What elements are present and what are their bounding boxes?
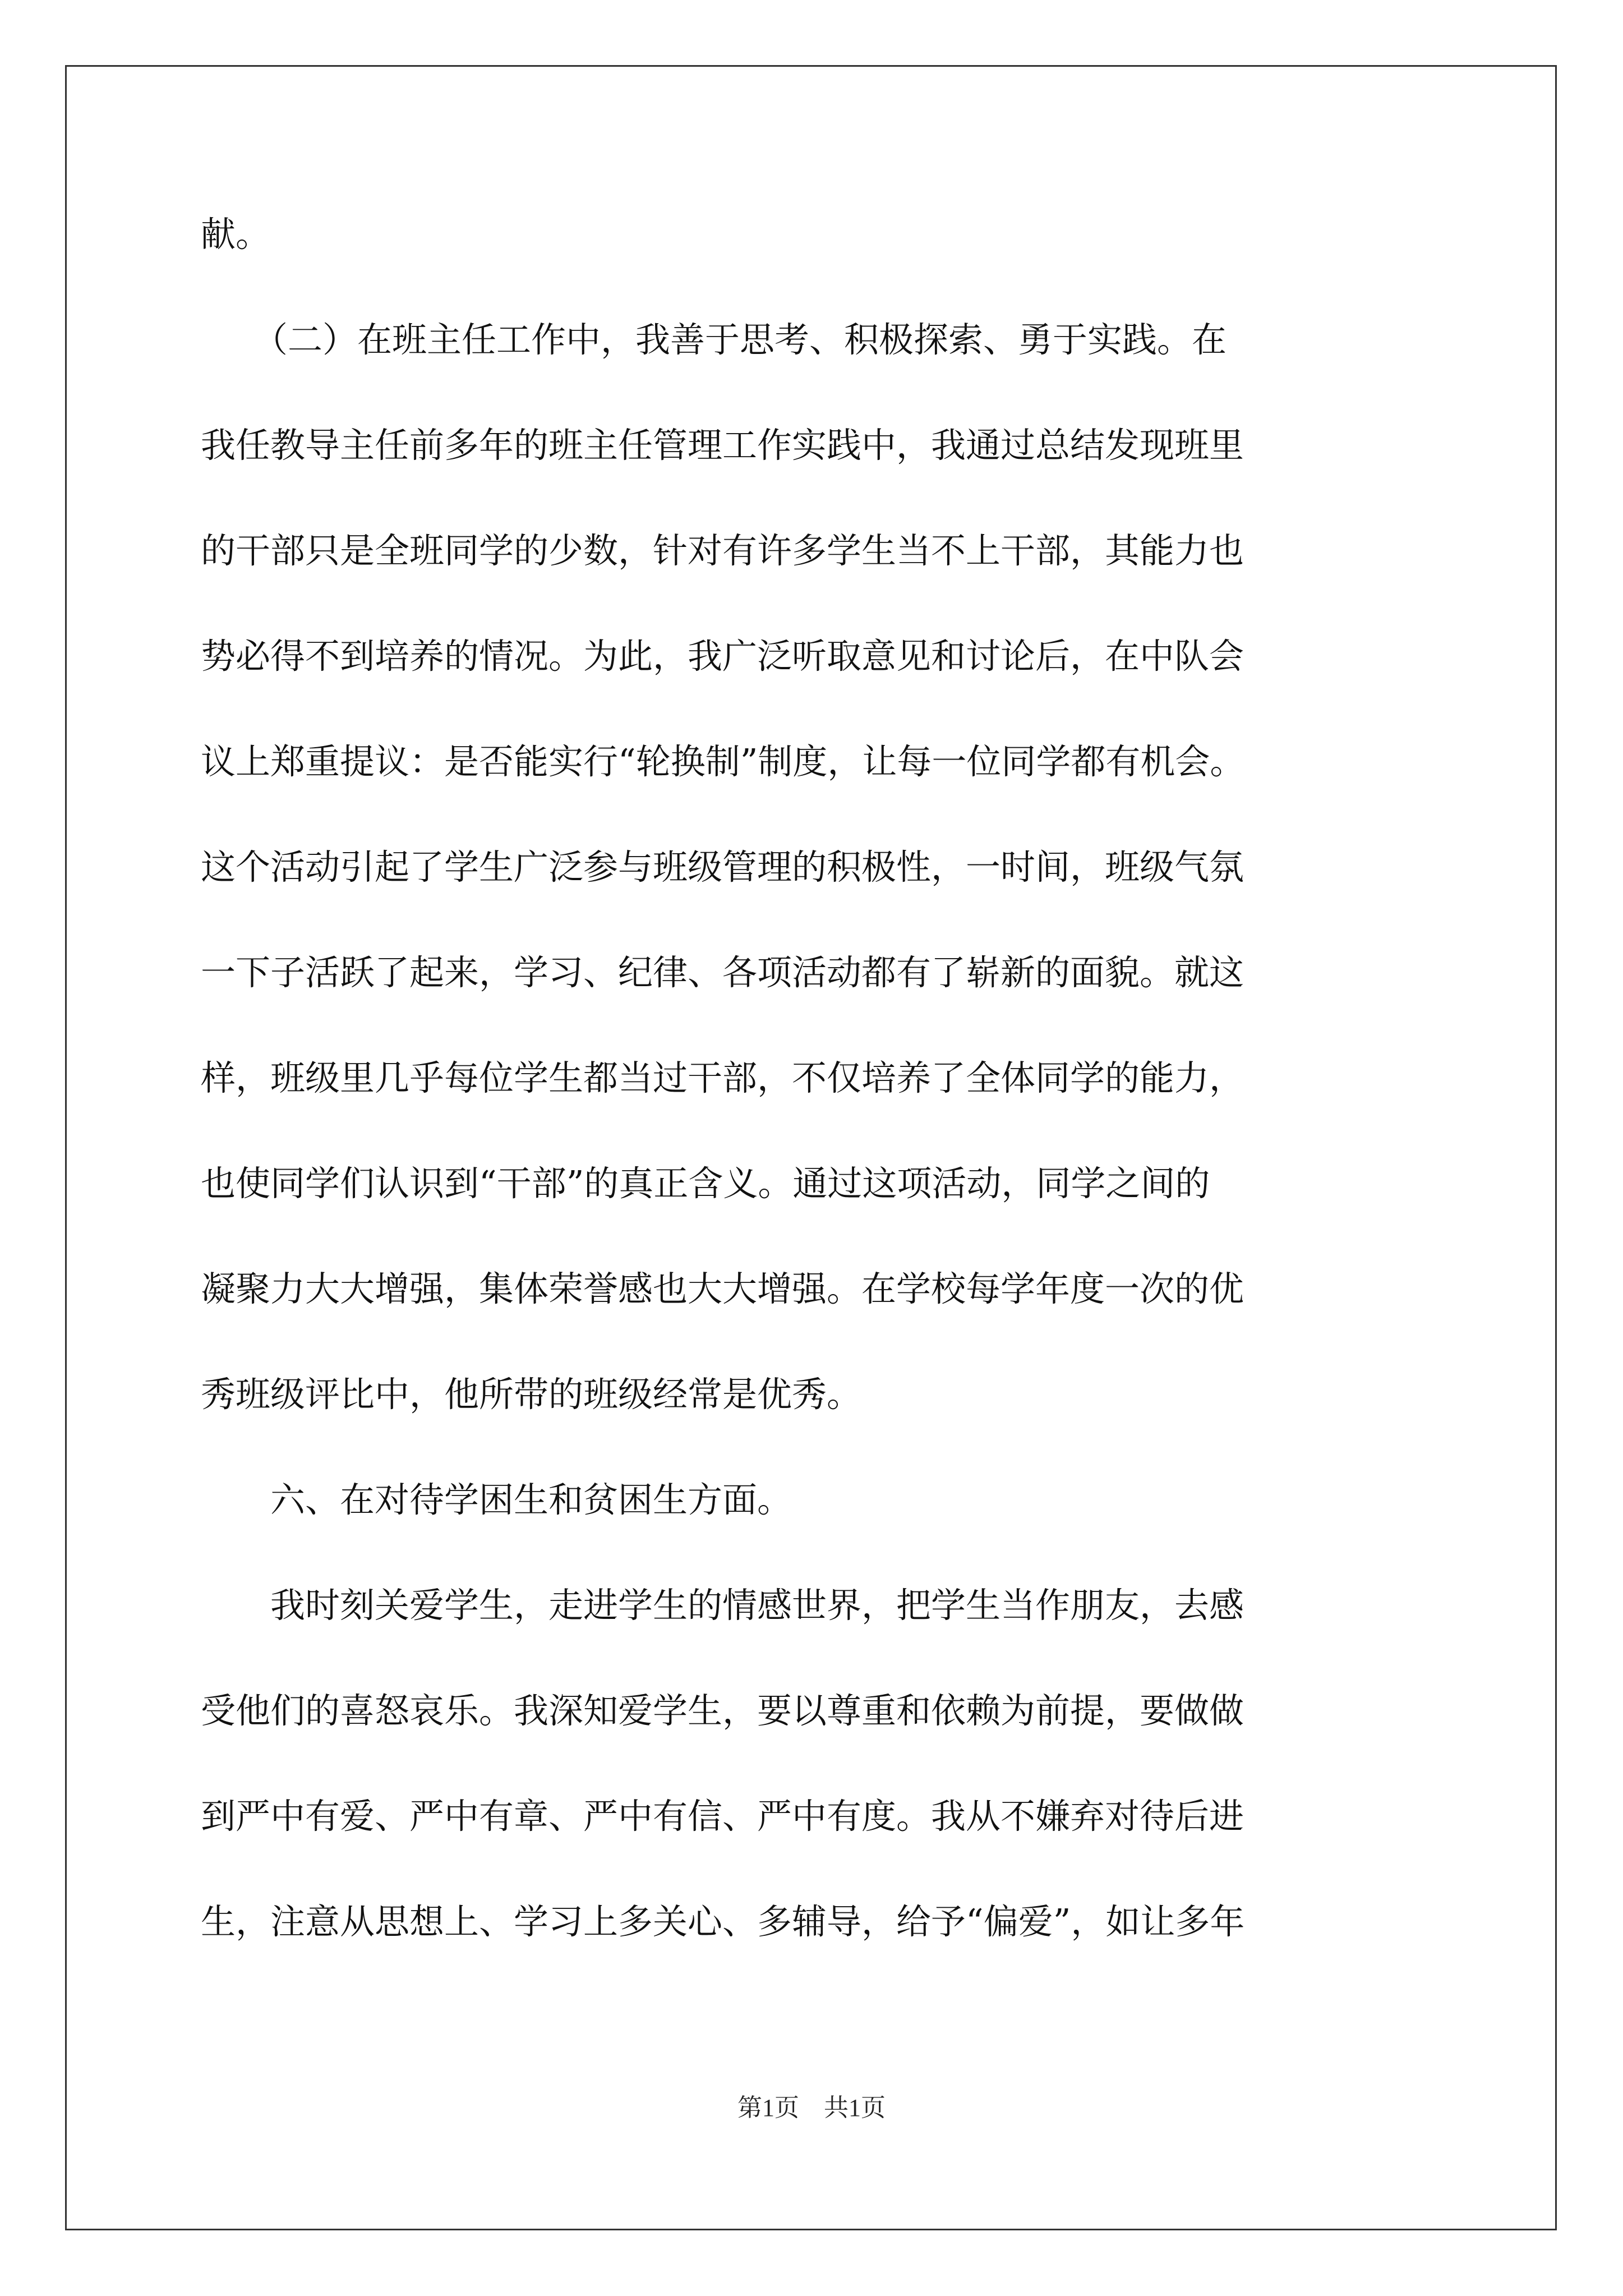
- text-line: 我时刻关爱学生，走进学生的情感世界，把学生当作朋友，去感: [201, 1585, 1244, 1626]
- text-line: 势必得不到培养的情况。为此，我广泛听取意见和讨论后，在中队会: [201, 636, 1244, 677]
- text-line: 生，注意从思想上、学习上多关心、多辅导，给予“偏爱”，如让多年: [201, 1901, 1245, 1942]
- text-line: 这个活动引起了学生广泛参与班级管理的积极性，一时间，班级气氛: [201, 846, 1244, 887]
- text-line: 受他们的喜怒哀乐。我深知爱学生，要以尊重和依赖为前提，要做做: [201, 1690, 1244, 1731]
- text-line: 到严中有爱、严中有章、严中有信、严中有度。我从不嫌弃对待后进: [201, 1796, 1244, 1837]
- page-number-footer: 第1页 共1页: [737, 2094, 886, 2122]
- text-line: 献。: [201, 214, 271, 255]
- text-line: 的干部只是全班同学的少数，针对有许多学生当不上干部，其能力也: [201, 530, 1244, 571]
- text-line: 秀班级评比中，他所带的班级经常是优秀。: [201, 1374, 862, 1415]
- text-line: 一下子活跃了起来，学习、纪律、各项活动都有了崭新的面貌。就这: [201, 952, 1244, 993]
- text-line: 也使同学们认识到“干部”的真正含义。通过这项活动，同学之间的: [201, 1163, 1210, 1204]
- text-line: 我任教导主任前多年的班主任管理工作实践中，我通过总结发现班里: [201, 425, 1244, 466]
- section-heading: 六、在对待学困生和贫困生方面。: [201, 1479, 792, 1520]
- text-line: （二）在班主任工作中，我善于思考、积极探索、勇于实践。在: [201, 319, 1227, 360]
- text-line: 样，班级里几乎每位学生都当过干部，不仅培养了全体同学的能力，: [201, 1057, 1244, 1098]
- text-line: 凝聚力大大增强，集体荣誉感也大大增强。在学校每学年度一次的优: [201, 1268, 1244, 1309]
- text-line: 议上郑重提议：是否能实行“轮换制”制度，让每一位同学都有机会。: [201, 741, 1245, 782]
